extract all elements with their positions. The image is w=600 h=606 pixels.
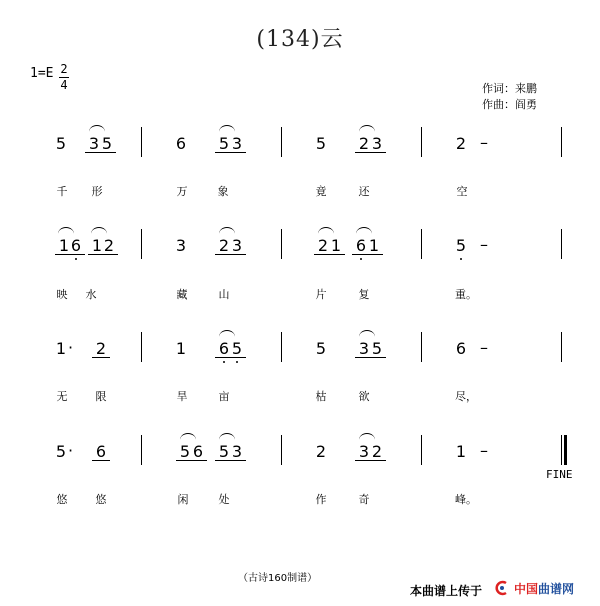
lyric: 片 (315, 288, 327, 301)
final-bar-thick (564, 435, 567, 465)
bar-line (561, 127, 562, 157)
slur (91, 227, 107, 234)
augmentation-dot: · (68, 441, 74, 460)
note: 3 (227, 442, 247, 461)
note: 3 (227, 134, 247, 153)
lyric: 奇 (358, 493, 370, 506)
lyric: 无 (56, 390, 68, 403)
slur (359, 330, 375, 337)
note: 6 (214, 339, 234, 358)
note: 3 (367, 134, 387, 153)
footer-note: （古诗160制谱） (238, 573, 318, 584)
bar-line (421, 229, 422, 259)
lyric: 重。 (455, 288, 477, 301)
note: 1 (455, 442, 467, 461)
bar-line (281, 332, 282, 362)
note: 2 (367, 442, 387, 461)
slur (219, 330, 235, 337)
octave-dot (75, 258, 77, 260)
note: 6 (188, 442, 208, 461)
bar-line (141, 127, 142, 157)
time-signature (58, 62, 70, 93)
lyric: 复 (358, 288, 370, 301)
bar-line (561, 229, 562, 259)
lyric: 象 (217, 185, 229, 198)
note: 2 (99, 236, 119, 255)
octave-dot (360, 258, 362, 260)
note: 5 (214, 134, 234, 153)
slur (219, 227, 235, 234)
octave-dot (460, 258, 462, 260)
lyric: 限 (95, 390, 107, 403)
octave-dot (236, 361, 238, 363)
slur (219, 125, 235, 132)
lyric: 处 (218, 493, 230, 506)
bar-line (141, 435, 142, 465)
bar-line (141, 229, 142, 259)
note: 6 (91, 442, 111, 461)
song-title: (134)云 (256, 27, 344, 52)
note: 5 (97, 134, 117, 153)
note: 5 (55, 134, 67, 153)
lyric: 闲 (177, 493, 189, 506)
lyric: 水 (85, 288, 97, 301)
note: 6 (351, 236, 371, 255)
note: 2 (455, 134, 467, 153)
site-logo-icon (494, 580, 510, 596)
note: 3 (354, 339, 374, 358)
note: 2 (315, 442, 327, 461)
bar-line (281, 127, 282, 157)
note: 1 (364, 236, 384, 255)
dash: – (480, 133, 488, 152)
bar-line (421, 332, 422, 362)
note: 1 (55, 339, 67, 358)
lyric: 旱 (176, 390, 188, 403)
note: 5 (175, 442, 195, 461)
note: 3 (84, 134, 104, 153)
slur (356, 227, 372, 234)
time-signature-top: 2 (60, 62, 68, 76)
lyric: 空 (456, 185, 468, 198)
note: 1 (175, 339, 187, 358)
lyric: 竟 (315, 185, 327, 198)
lyric: 还 (358, 185, 370, 198)
logo-brand-2: 曲谱网 (538, 582, 575, 596)
lyric: 山 (218, 288, 230, 301)
note: 6 (66, 236, 86, 255)
bar-line (281, 435, 282, 465)
lyric: 悠 (95, 493, 107, 506)
note: 3 (175, 236, 187, 255)
site-logo-text[interactable] (514, 580, 574, 597)
note: 2 (91, 339, 111, 358)
note: 5 (451, 236, 471, 255)
fine-mark: FINE (546, 468, 573, 481)
logo-brand: 中国 (514, 582, 539, 596)
final-bar-thin (561, 435, 562, 465)
dash: – (480, 338, 488, 357)
bar-line (141, 332, 142, 362)
slur (318, 227, 334, 234)
lyric: 亩 (218, 390, 230, 403)
composer-credit: 作曲：阎勇 (482, 98, 537, 111)
footer-upload-text: 本曲谱上传于 (410, 584, 483, 598)
note: 2 (214, 236, 234, 255)
lyric: 尽， (455, 390, 477, 403)
lyric: 枯 (315, 390, 327, 403)
note: 5 (315, 339, 327, 358)
bar-line (421, 127, 422, 157)
slur (89, 125, 105, 132)
note: 2 (354, 134, 374, 153)
lyric: 千 (56, 185, 68, 198)
note: 5 (227, 339, 247, 358)
note: 6 (175, 134, 187, 153)
note: 5 (315, 134, 327, 153)
bar-line (281, 229, 282, 259)
slur (359, 433, 375, 440)
key-signature: 1=E (30, 66, 54, 81)
note: 3 (227, 236, 247, 255)
slur (219, 433, 235, 440)
time-signature-bottom: 4 (60, 78, 68, 92)
octave-dot (223, 361, 225, 363)
lyric: 万 (176, 185, 188, 198)
augmentation-dot: · (68, 338, 74, 357)
note: 1 (87, 236, 107, 255)
note: 1 (326, 236, 346, 255)
bar-line (421, 435, 422, 465)
lyric: 藏 (176, 288, 188, 301)
slur (359, 125, 375, 132)
note: 5 (367, 339, 387, 358)
note: 1 (54, 236, 74, 255)
slur (58, 227, 74, 234)
lyric: 峰。 (455, 493, 477, 506)
slur (180, 433, 196, 440)
note: 5 (214, 442, 234, 461)
note: 5 (55, 442, 67, 461)
dash: – (480, 235, 488, 254)
lyricist-credit: 作词：来鹏 (482, 82, 537, 95)
lyric: 悠 (56, 493, 68, 506)
lyric: 作 (315, 493, 327, 506)
dash: – (480, 441, 488, 460)
note: 6 (455, 339, 467, 358)
lyric: 形 (91, 185, 103, 198)
note: 2 (313, 236, 333, 255)
lyric: 欲 (358, 390, 370, 403)
note: 3 (354, 442, 374, 461)
bar-line (561, 332, 562, 362)
lyric: 映 (56, 288, 68, 301)
